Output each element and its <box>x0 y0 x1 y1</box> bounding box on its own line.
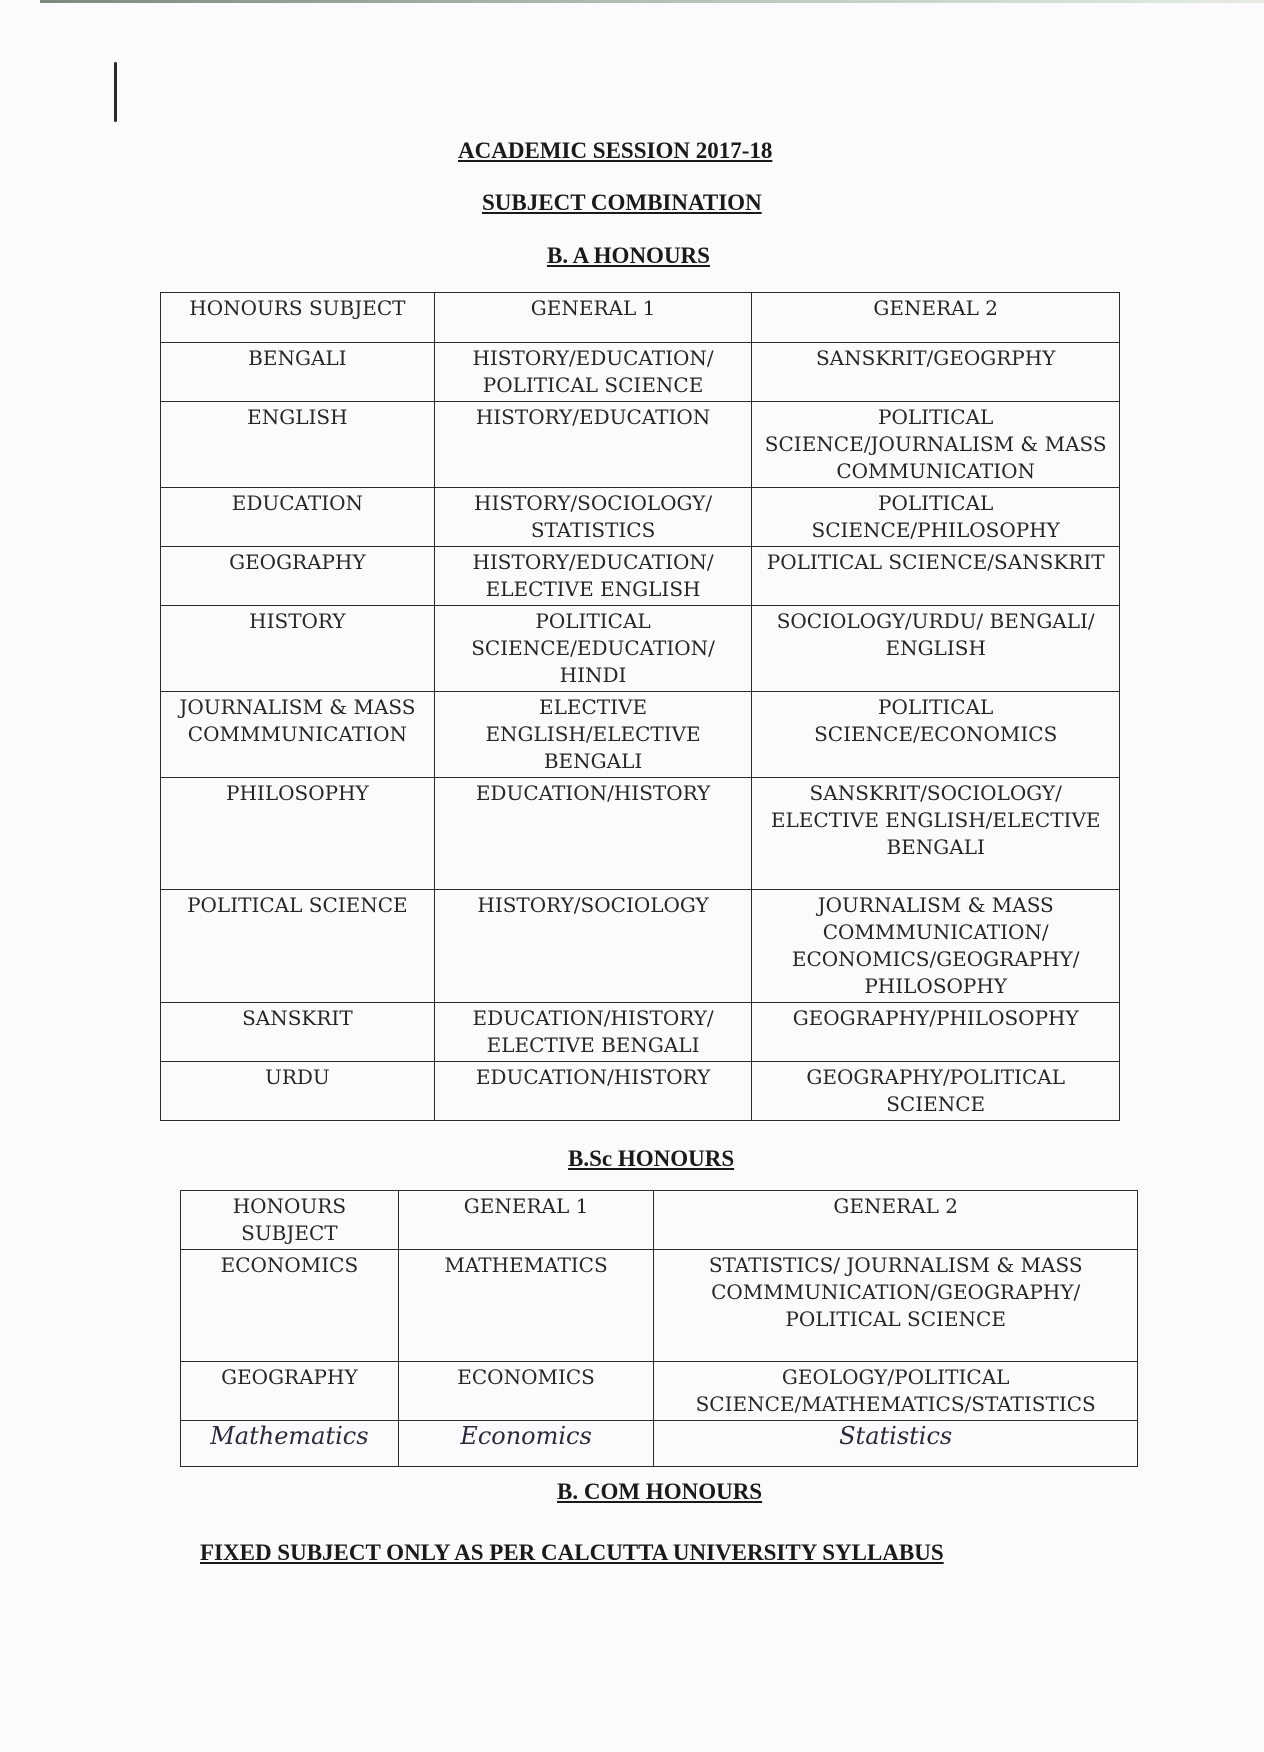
general-1-cell: EDUCATION/HISTORY/ ELECTIVE BENGALI <box>434 1003 752 1062</box>
fixed-subject-note: FIXED SUBJECT ONLY AS PER CALCUTTA UNIVERSITY SYLLABUS <box>200 1540 944 1565</box>
general-1-cell: ELECTIVE ENGLISH/ELECTIVE BENGALI <box>434 692 752 778</box>
ba-honours-heading: B. A HONOURS <box>547 243 710 268</box>
table-row <box>181 1362 1138 1421</box>
handwritten-row <box>181 1421 1138 1467</box>
binder-mark <box>114 62 117 122</box>
bsc-honours-table <box>180 1190 1138 1467</box>
general-1-cell: EDUCATION/HISTORY <box>434 778 752 890</box>
general-2-cell: JOURNALISM & MASS COMMMUNICATION/ ECONOMICS/GEOGRAPHY/ PHILOSOPHY <box>752 890 1120 1003</box>
table-row <box>161 488 1120 547</box>
header-general-1: GENERAL 1 <box>434 293 752 343</box>
handwritten-general-1-cell: Economics <box>398 1421 654 1467</box>
table-row <box>161 692 1120 778</box>
general-2-cell: SANSKRIT/GEOGRPHY <box>752 343 1120 402</box>
general-2-cell: GEOGRAPHY/POLITICAL SCIENCE <box>752 1062 1120 1121</box>
general-1-cell: POLITICAL SCIENCE/EDUCATION/ HINDI <box>434 606 752 692</box>
general-1-cell: HISTORY/EDUCATION/ ELECTIVE ENGLISH <box>434 547 752 606</box>
general-1-cell: EDUCATION/HISTORY <box>434 1062 752 1121</box>
table-row <box>161 606 1120 692</box>
general-2-cell: POLITICAL SCIENCE/JOURNALISM & MASS COMMUNICATION <box>752 402 1120 488</box>
bsc-honours-heading: B.Sc HONOURS <box>568 1146 735 1171</box>
general-2-cell: GEOLOGY/POLITICAL SCIENCE/MATHEMATICS/STATISTICS <box>654 1362 1138 1421</box>
table-row <box>181 1250 1138 1362</box>
table-row <box>161 1062 1120 1121</box>
table-header-row <box>161 293 1120 343</box>
table-row <box>161 343 1120 402</box>
general-2-cell: SANSKRIT/SOCIOLOGY/ ELECTIVE ENGLISH/ELECTIVE BENGALI <box>752 778 1120 890</box>
general-2-cell: GEOGRAPHY/PHILOSOPHY <box>752 1003 1120 1062</box>
ba-honours-table <box>160 292 1120 1121</box>
general-1-cell: HISTORY/SOCIOLOGY <box>434 890 752 1003</box>
honours-subject-cell: GEOGRAPHY <box>161 547 435 606</box>
header-honours-subject: HONOURS SUBJECT <box>181 1191 399 1250</box>
table-row <box>161 547 1120 606</box>
honours-subject-cell: JOURNALISM & MASS COMMMUNICATION <box>161 692 435 778</box>
table-row <box>161 890 1120 1003</box>
general-2-cell: SOCIOLOGY/URDU/ BENGALI/ ENGLISH <box>752 606 1120 692</box>
general-1-cell: HISTORY/EDUCATION/ POLITICAL SCIENCE <box>434 343 752 402</box>
general-2-cell: POLITICAL SCIENCE/SANSKRIT <box>752 547 1120 606</box>
table-header-row <box>181 1191 1138 1250</box>
general-1-cell: MATHEMATICS <box>398 1250 654 1362</box>
general-2-cell: POLITICAL SCIENCE/ECONOMICS <box>752 692 1120 778</box>
honours-subject-cell: ENGLISH <box>161 402 435 488</box>
general-2-cell: POLITICAL SCIENCE/PHILOSOPHY <box>752 488 1120 547</box>
handwritten-honours-cell: Mathematics <box>181 1421 399 1467</box>
general-1-cell: HISTORY/EDUCATION <box>434 402 752 488</box>
header-general-2: GENERAL 2 <box>654 1191 1138 1250</box>
handwritten-general-2-cell: Statistics <box>654 1421 1138 1467</box>
bcom-honours-heading: B. COM HONOURS <box>557 1479 763 1504</box>
honours-subject-cell: PHILOSOPHY <box>161 778 435 890</box>
honours-subject-cell: URDU <box>161 1062 435 1121</box>
session-heading: ACADEMIC SESSION 2017-18 <box>458 138 773 163</box>
honours-subject-cell: EDUCATION <box>161 488 435 547</box>
honours-subject-cell: HISTORY <box>161 606 435 692</box>
header-honours-subject: HONOURS SUBJECT <box>161 293 435 343</box>
general-2-cell: STATISTICS/ JOURNALISM & MASS COMMMUNICATION/GEOGRAPHY/ POLITICAL SCIENCE <box>654 1250 1138 1362</box>
honours-subject-cell: GEOGRAPHY <box>181 1362 399 1421</box>
table-row <box>161 402 1120 488</box>
general-1-cell: ECONOMICS <box>398 1362 654 1421</box>
honours-subject-cell: POLITICAL SCIENCE <box>161 890 435 1003</box>
header-general-1: GENERAL 1 <box>398 1191 654 1250</box>
general-1-cell: HISTORY/SOCIOLOGY/ STATISTICS <box>434 488 752 547</box>
table-row <box>161 778 1120 890</box>
header-general-2: GENERAL 2 <box>752 293 1120 343</box>
subject-combination-heading: SUBJECT COMBINATION <box>482 190 762 215</box>
honours-subject-cell: SANSKRIT <box>161 1003 435 1062</box>
honours-subject-cell: ECONOMICS <box>181 1250 399 1362</box>
table-row <box>161 1003 1120 1062</box>
honours-subject-cell: BENGALI <box>161 343 435 402</box>
page-top-edge <box>40 0 1264 3</box>
